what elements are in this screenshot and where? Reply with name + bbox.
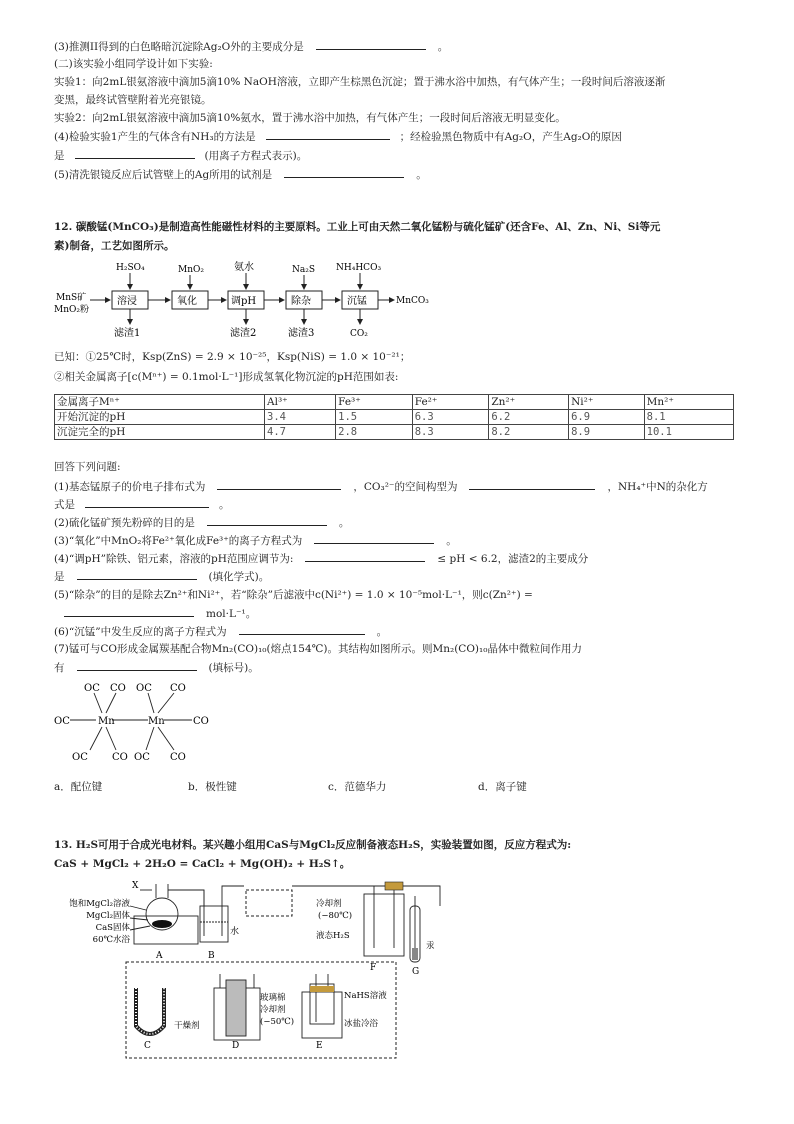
s6-blank[interactable] [239, 624, 365, 635]
label-a: A [156, 951, 163, 961]
table-cell: 10.1 [644, 425, 733, 440]
s5-line1: (5)“除杂”的目的是除去Zn²⁺和Ni²⁺，若“除杂”后滤液中c(Ni²⁺) = 1.0 × 10⁻⁵mol·L⁻¹，则c(Zn²⁺) = [54, 589, 533, 601]
reagent-h2so4: H₂SO₄ [116, 263, 145, 273]
process-flow-diagram [50, 258, 450, 342]
answer-prompt: 回答下列问题: [54, 461, 121, 473]
s3-line: (3)“氧化”中MnO₂将Fe²⁺氧化成Fe³⁺的离子方程式为 。 [54, 535, 457, 547]
byproduct-co2: CO₂ [350, 329, 368, 339]
table-header: Ni²⁺ [569, 395, 645, 410]
s6-line: (6)“沉锰”中发生反应的离子方程式为 。 [54, 626, 388, 638]
s7-blank[interactable] [77, 660, 197, 671]
label-mgcl2-solid: MgCl₂固体 [86, 911, 130, 921]
table-cell: 6.2 [489, 410, 569, 425]
step-impurity-removal: 除杂 [291, 296, 311, 307]
q12-stem-line2: 素)制备，工艺如图所示。 [54, 240, 175, 252]
s5-line2: mol·L⁻¹。 [54, 606, 256, 621]
ligand-co-bottom4: CO [170, 752, 186, 763]
s1-blank3[interactable] [85, 497, 209, 508]
label-coolant-f-temp: (−80℃) [318, 911, 353, 921]
part2-heading: (二)该实验小组同学设计如下实验: [54, 58, 213, 70]
precipitation-ph-table [54, 394, 734, 440]
ligand-oc-bottom3: OC [134, 752, 150, 763]
table-header-row [55, 395, 734, 410]
water-bath-a [134, 916, 198, 944]
table-cell: 开始沉淀的pH [55, 410, 265, 425]
s4-blank1[interactable] [305, 551, 425, 562]
option-d[interactable]: d．离子键 [478, 781, 527, 793]
mn2co10-structure [54, 680, 224, 770]
label-x: X [132, 881, 139, 891]
label-e: E [316, 1041, 323, 1051]
table-cell: 6.9 [569, 410, 645, 425]
s7-line1: (7)锰可与CO形成金属羰基配合物Mn₂(CO)₁₀(熔点154℃)。其结构如图所示。则Mn₂(CO)₁₀晶体中微粒间作用力 [54, 643, 582, 655]
residue-3: 滤渣3 [288, 328, 315, 339]
q3-blank[interactable] [316, 39, 426, 50]
table-row [55, 425, 734, 440]
known-condition-1: 已知：①25℃时，Ksp(ZnS) = 2.9 × 10⁻²⁵，Ksp(NiS) = 1.0 × 10⁻²¹； [54, 351, 411, 363]
table-header: Mn²⁺ [644, 395, 733, 410]
s4-blank2[interactable] [77, 569, 197, 580]
h2s-apparatus-diagram [54, 876, 464, 1060]
q5-blank[interactable] [284, 167, 404, 178]
table-cell: 4.7 [265, 425, 336, 440]
q3-line: (3)推测II得到的白色略暗沉淀除Ag₂O外的主要成分是 。 [54, 41, 449, 53]
q4-line1: (4)检验实验1产生的气体含有NH₃的方法是 ；经检验黑色物质中有Ag₂O，产生Ag₂O的原因 [54, 131, 622, 143]
table-cell: 2.8 [336, 425, 413, 440]
q4-blank1[interactable] [266, 129, 390, 140]
table-cell: 8.3 [412, 425, 489, 440]
s3-blank[interactable] [314, 533, 434, 544]
known-condition-2: ②相关金属离子[c(Mⁿ⁺) = 0.1mol·L⁻¹]形成氢氧化物沉淀的pH范围如表: [54, 371, 399, 383]
table-cell: 8.2 [489, 425, 569, 440]
s1-line1: (1)基态锰原子的价电子排布式为 ，CO₃²⁻的空间构型为 ，NH₄⁺中N的杂化方 [54, 481, 708, 493]
feed-mno2-powder: MnO₂粉 [54, 305, 89, 315]
s4-line2: 是 (填化学式)。 [54, 571, 270, 583]
s2-line: (2)硫化锰矿预先粉碎的目的是 。 [54, 517, 350, 529]
step-adjust-ph: 调pH [231, 296, 257, 307]
table-cell: 6.3 [412, 410, 489, 425]
exp1-line2: 变黑，最终试管壁附着光亮银镜。 [54, 94, 212, 106]
q12-stem-line1: 12. 碳酸锰(MnCO₃)是制造高性能磁性材料的主要原料。工业上可由天然二氧化锰粉与硫化锰矿(还含Fe、Al、Zn、Ni、Si等元 [54, 221, 661, 233]
metal-mn-left: Mn [98, 716, 115, 727]
label-coolant-f: 冷却剂 [316, 899, 342, 909]
vessel-e [302, 992, 342, 1038]
product-mnco3: MnCO₃ [396, 296, 429, 306]
table-cell: 8.9 [569, 425, 645, 440]
s4-line1: (4)“调pH”除铁、铝元素，溶液的pH范围应调节为: ≤ pH < 6.2，滤渣2的主要成分 [54, 553, 589, 565]
reagent-mno2: MnO₂ [178, 265, 204, 275]
ligand-co-bottom2: CO [112, 752, 128, 763]
table-header: Al³⁺ [265, 395, 336, 410]
label-g: G [412, 967, 420, 977]
option-b[interactable]: b．极性键 [188, 781, 237, 793]
label-glass-wool: 玻璃棉 [260, 993, 286, 1003]
table-header: Fe²⁺ [412, 395, 489, 410]
reagent-ammonia: 氨水 [234, 262, 254, 273]
exp1-line1: 实验1：向2mL银氨溶液中滴加5滴10% NaOH溶液，立即产生棕黑色沉淀；置于沸水浴中加热，有气体产生；一段时间后溶液逐渐 [54, 76, 666, 88]
table-cell: 3.4 [265, 410, 336, 425]
label-liquid-h2s: 液态H₂S [316, 931, 350, 941]
label-coolant-d: 冷却剂 [260, 1005, 286, 1015]
q5-line: (5)清洗银镜反应后试管壁上的Ag所用的试剂是 。 [54, 169, 427, 181]
label-cas-solid: CaS固体 [95, 923, 130, 933]
s1-blank1[interactable] [217, 479, 341, 490]
ligand-oc-top3: OC [136, 683, 152, 694]
reagent-nh4hco3: NH₄HCO₃ [336, 263, 382, 273]
label-nahs: NaHS溶液 [344, 991, 387, 1001]
table-row [55, 410, 734, 425]
metal-mn-right: Mn [148, 716, 165, 727]
ligand-co-right: CO [193, 716, 209, 727]
label-sat-mgcl2: 饱和MgCl₂溶液 [69, 899, 130, 909]
label-desiccant: 干燥剂 [174, 1021, 200, 1031]
reagent-na2s: Na₂S [292, 265, 316, 275]
s2-blank[interactable] [207, 515, 327, 526]
label-mercury: 汞 [426, 941, 435, 951]
label-c: C [144, 1041, 151, 1051]
feed-mns-ore: MnS矿 [56, 293, 87, 303]
ligand-oc-top1: OC [84, 683, 100, 694]
ligand-co-top2: CO [110, 683, 126, 694]
label-f: F [370, 963, 377, 973]
table-cell: 沉淀完全的pH [55, 425, 265, 440]
ligand-oc-bottom1: OC [72, 752, 88, 763]
table-header: Zn²⁺ [489, 395, 569, 410]
step-oxidation: 氧化 [177, 296, 197, 307]
label-water: 水 [230, 927, 240, 937]
s1-blank2[interactable] [469, 479, 595, 490]
q4-line2: 是 (用离子方程式表示)。 [54, 150, 308, 162]
label-water-bath: 60℃水浴 [92, 935, 130, 945]
table-cell: 8.1 [644, 410, 733, 425]
residue-1: 滤渣1 [114, 328, 141, 339]
q4-blank2[interactable] [75, 148, 195, 159]
step-leaching: 溶浸 [117, 296, 137, 307]
s7-line2: 有 (填标号)。 [54, 662, 259, 674]
label-b: B [208, 951, 215, 961]
table-cell: 1.5 [336, 410, 413, 425]
step-mn-precipitation: 沉锰 [347, 296, 367, 307]
exp2-line: 实验2：向2mL银氨溶液中滴加5滴10%氨水，置于沸水浴中加热，有气体产生；一段时间后溶液无明显变化。 [54, 112, 566, 124]
q13-stem-line2: CaS + MgCl₂ + 2H₂O = CaCl₂ + Mg(OH)₂ + H₂S↑。 [54, 858, 351, 870]
residue-2: 滤渣2 [230, 328, 257, 339]
label-ice-bath: 冰盐冷浴 [344, 1019, 379, 1029]
s5-blank[interactable] [64, 606, 194, 617]
label-d: D [232, 1041, 240, 1051]
ligand-oc-left: OC [54, 716, 70, 727]
table-header: Fe³⁺ [336, 395, 413, 410]
label-coolant-d-temp: (−50℃) [260, 1017, 295, 1027]
ligand-co-top4: CO [170, 683, 186, 694]
q13-stem-line1: 13. H₂S可用于合成光电材料。某兴趣小组用CaS与MgCl₂反应制备液态H₂S，实验装置如图，反应方程式为: [54, 839, 572, 851]
table-header: 金属离子Mⁿ⁺ [55, 395, 265, 410]
s1-line2: 式是 。 [54, 499, 230, 511]
option-c[interactable]: c．范德华力 [328, 781, 387, 793]
empty-slot-box [246, 890, 292, 916]
option-a[interactable]: a．配位键 [54, 781, 103, 793]
